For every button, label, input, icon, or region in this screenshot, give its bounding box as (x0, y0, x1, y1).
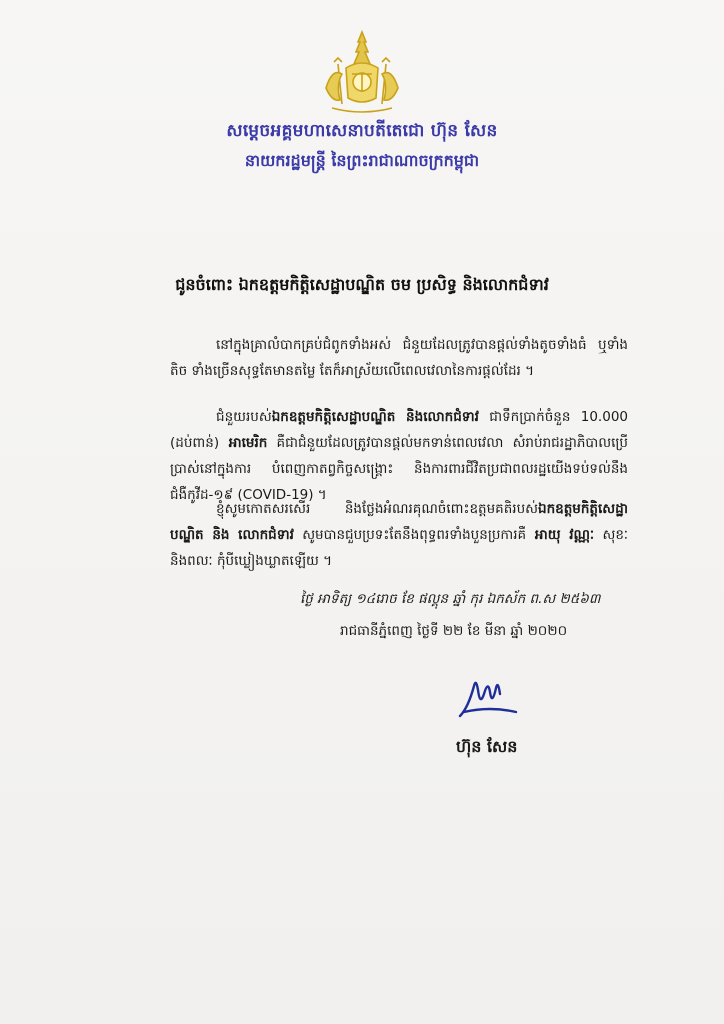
signer-name: ហ៊ុន សែន (456, 737, 518, 756)
sender-name: សម្តេចអគ្គមហាសេនាបតីតេជោ ហ៊ុន សែន (226, 121, 498, 141)
paragraph-2-text-b: ជាទឹកប្រាក់ចំនួន 10.000 (ដប់ពាន់) (170, 409, 628, 451)
place-and-date: រាជធានីភ្នំពេញ ថ្ងៃទី ២២ ខែ មីនា ឆ្នាំ ២០២០ (340, 623, 568, 639)
paragraph-1: នៅក្នុងគ្រាលំបាកគ្រប់ជំពូកទាំងអស់ ជំនួយដែលត្រូវបានផ្តល់ទាំងតូចទាំងធំ ឬទាំងតិច ទាំងច្រើនសុទ្ធតែមានតម្លៃ តែក៏អាស្រ័យលើពេលវេលានៃការផ្តល់ដែរ ។ (170, 337, 628, 379)
handwritten-signature (454, 672, 520, 722)
recipient-line: ជូនចំពោះ ឯកឧត្តមកិត្តិសេដ្ឋាបណ្ឌិត ចម ប្រសិទ្ធ និងលោកជំទាវ (175, 275, 549, 294)
royal-coat-of-arms-icon (318, 28, 406, 114)
paragraph-2-text-c: គឺជាជំនួយដែលត្រូវបានផ្តល់មកទាន់ពេលវេលា សំរាប់រាជរដ្ឋាភិបាលប្រើប្រាស់នៅក្នុងការ បំពេញកាតព្វកិច្ចសង្គ្រោះ និងការពារជីវិតប្រជាពលរដ្ឋយើងទប់ទល់នឹងជំងឺកូវីដ-១៩ (COVID-19) ។ (170, 435, 628, 503)
lunar-date: ថ្ងៃ អាទិត្យ ១៤រោច ខែ ផល្គុន ឆ្នាំ កុរ ឯកស័ក ព.ស ២៥៦៣ (300, 591, 601, 607)
paragraph-3-bold-honorific: ឯកឧត្តមកិត្តិសេដ្ឋាបណ្ឌិត និង លោកជំទាវ (170, 501, 628, 543)
paragraph-2-bold-honorific: ឯកឧត្តមកិត្តិសេដ្ឋាបណ្ឌិត និងលោកជំទាវ (271, 409, 479, 425)
paragraph-3-bold-blessings: អាយុ វណ្ណៈ (526, 527, 595, 543)
paragraph-3-text-c: សុខៈ និងពលៈ កុំបីឃ្លៀងឃ្លាតឡើយ ។ (170, 527, 629, 569)
sender-title: នាយករដ្ឋមន្ត្រី នៃព្រះរាជាណាចក្រកម្ពុជា (244, 151, 480, 170)
paragraph-3 (170, 496, 628, 574)
paragraph-3-text-a: ខ្ញុំសូមកោតសរសើរ និងថ្លែងអំណរគុណចំពោះឧត្តមគតិរបស់ (216, 501, 539, 517)
paragraph-3-text-b: សូមបានជួបប្រទះតែនឹងពុទ្ធពរទាំងបួនប្រការគឺ (293, 527, 527, 543)
paragraph-2-text-a: ជំនួយរបស់ (216, 409, 272, 425)
paragraph-2 (170, 404, 628, 508)
paragraph-2-bold-currency: អាមេរិក (219, 435, 268, 451)
